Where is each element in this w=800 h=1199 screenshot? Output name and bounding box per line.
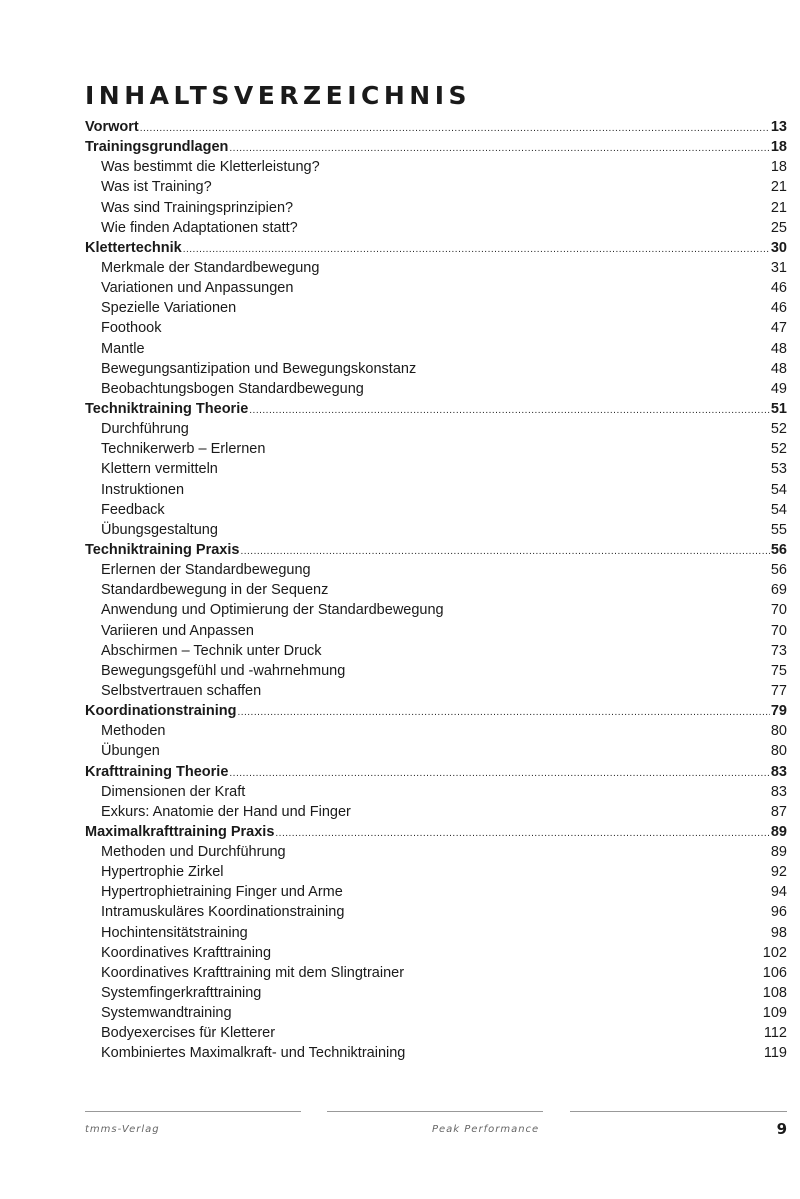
entry-page-number: 70 xyxy=(770,602,787,619)
entry-label: Koordinatives Krafttraining mit dem Slingtrainer xyxy=(101,964,405,981)
entry-page-number: 69 xyxy=(770,582,787,599)
toc-section-entry xyxy=(85,802,787,822)
entry-label: Feedback xyxy=(101,501,165,518)
entry-label: Bodyexercises für Kletterer xyxy=(101,1025,276,1042)
toc-chapter-entry xyxy=(85,822,787,842)
entry-page-number: 53 xyxy=(770,461,787,478)
toc-section-entry xyxy=(85,379,787,399)
entry-label: Selbstvertrauen schaffen xyxy=(101,682,262,699)
entry-page-number: 108 xyxy=(762,985,787,1002)
toc-chapter-entry xyxy=(85,701,787,721)
toc-section-entry xyxy=(85,298,787,318)
toc-chapter-entry xyxy=(85,762,787,782)
entry-page-number: 83 xyxy=(770,763,787,780)
entry-label: Maximalkrafttraining Praxis xyxy=(85,823,275,840)
entry-page-number: 70 xyxy=(770,622,787,639)
entry-page-number: 48 xyxy=(770,340,787,357)
toc-section-entry xyxy=(85,681,787,701)
entry-page-number: 25 xyxy=(770,219,787,236)
entry-label: Systemwandtraining xyxy=(101,1005,232,1022)
entry-label: Krafttraining Theorie xyxy=(85,763,229,780)
footer-divider xyxy=(570,1111,787,1112)
entry-page-number: 119 xyxy=(763,1045,787,1062)
entry-page-number: 75 xyxy=(770,662,787,679)
entry-page-number: 92 xyxy=(770,864,787,881)
entry-page-number: 89 xyxy=(770,823,787,840)
table-of-contents xyxy=(85,117,787,1064)
entry-label: Variieren und Anpassen xyxy=(101,622,254,639)
entry-label: Übungsgestaltung xyxy=(101,521,218,538)
entry-label: Techniktraining Theorie xyxy=(85,400,249,417)
entry-page-number: 52 xyxy=(770,421,787,438)
entry-label: Abschirmen – Technik unter Druck xyxy=(101,642,322,659)
entry-label: Trainingsgrundlagen xyxy=(85,139,229,156)
dot-leader xyxy=(275,824,769,844)
dot-leader xyxy=(140,119,770,139)
toc-section-entry xyxy=(85,902,787,922)
footer-divider xyxy=(85,1111,301,1112)
toc-section-entry xyxy=(85,560,787,580)
entry-label: Klettern vermitteln xyxy=(101,461,218,478)
entry-label: Methoden xyxy=(101,723,166,740)
toc-section-entry xyxy=(85,661,787,681)
entry-page-number: 54 xyxy=(770,481,787,498)
toc-section-entry xyxy=(85,621,787,641)
entry-label: Vorwort xyxy=(85,119,139,135)
toc-section-entry xyxy=(85,842,787,862)
entry-page-number: 48 xyxy=(770,360,787,377)
entry-label: Bewegungsgefühl und -wahrnehmung xyxy=(101,662,346,679)
entry-page-number: 83 xyxy=(770,783,787,800)
entry-label: Kombiniertes Maximalkraft- und Techniktraining xyxy=(101,1045,406,1062)
dot-leader xyxy=(240,542,769,562)
entry-label: Techniktraining Praxis xyxy=(85,541,240,558)
entry-label: Durchführung xyxy=(101,421,189,438)
toc-section-entry xyxy=(85,157,787,177)
dot-leader xyxy=(249,401,770,421)
entry-label: Beobachtungsbogen Standardbewegung xyxy=(101,380,364,397)
footer-publisher: tmms-Verlag xyxy=(85,1124,160,1135)
entry-label: Merkmale der Standardbewegung xyxy=(101,259,320,276)
entry-page-number: 80 xyxy=(770,743,787,760)
toc-section-entry xyxy=(85,278,787,298)
entry-label: Wie finden Adaptationen statt? xyxy=(101,219,298,236)
entry-page-number: 56 xyxy=(770,562,787,579)
entry-label: Koordinationstraining xyxy=(85,703,237,720)
toc-section-entry xyxy=(85,882,787,902)
entry-page-number: 21 xyxy=(770,199,787,216)
entry-page-number: 52 xyxy=(770,441,787,458)
entry-label: Was sind Trainingsprinzipien? xyxy=(101,199,294,216)
toc-section-entry xyxy=(85,963,787,983)
entry-label: Übungen xyxy=(101,743,160,760)
toc-chapter-entry xyxy=(85,399,787,419)
entry-page-number: 13 xyxy=(770,119,787,135)
entry-label: Was ist Training? xyxy=(101,179,212,196)
entry-page-number: 80 xyxy=(770,723,787,740)
entry-page-number: 109 xyxy=(762,1005,787,1022)
toc-section-entry xyxy=(85,419,787,439)
entry-page-number: 89 xyxy=(770,844,787,861)
page-title: INHALTSVERZEICHNIS xyxy=(85,81,472,110)
toc-section-entry xyxy=(85,439,787,459)
entry-label: Spezielle Variationen xyxy=(101,300,237,317)
toc-section-entry xyxy=(85,782,787,802)
toc-section-entry xyxy=(85,983,787,1003)
toc-section-entry xyxy=(85,500,787,520)
entry-page-number: 47 xyxy=(770,320,787,337)
toc-section-entry xyxy=(85,318,787,338)
toc-section-entry xyxy=(85,600,787,620)
entry-page-number: 102 xyxy=(762,944,787,961)
dot-leader xyxy=(229,139,769,159)
toc-chapter-entry xyxy=(85,540,787,560)
entry-page-number: 73 xyxy=(770,642,787,659)
entry-label: Exkurs: Anatomie der Hand und Finger xyxy=(101,803,351,820)
entry-label: Hochintensitätstraining xyxy=(101,924,248,941)
entry-label: Koordinatives Krafttraining xyxy=(101,944,272,961)
entry-label: Was bestimmt die Kletterleistung? xyxy=(101,159,320,176)
toc-section-entry xyxy=(85,641,787,661)
entry-label: Methoden und Durchführung xyxy=(101,844,286,861)
entry-page-number: 46 xyxy=(770,300,787,317)
entry-page-number: 94 xyxy=(770,884,787,901)
toc-section-entry xyxy=(85,459,787,479)
entry-page-number: 18 xyxy=(770,159,787,176)
toc-section-entry xyxy=(85,520,787,540)
entry-label: Hypertrophie Zirkel xyxy=(101,864,224,881)
dot-leader xyxy=(183,240,770,260)
toc-section-entry xyxy=(85,1003,787,1023)
toc-chapter-entry xyxy=(85,238,787,258)
entry-page-number: 112 xyxy=(763,1025,787,1042)
entry-page-number: 46 xyxy=(770,280,787,297)
entry-page-number: 51 xyxy=(770,400,787,417)
entry-label: Standardbewegung in der Sequenz xyxy=(101,582,329,599)
entry-label: Klettertechnik xyxy=(85,239,182,256)
entry-label: Variationen und Anpassungen xyxy=(101,280,294,297)
toc-section-entry xyxy=(85,339,787,359)
entry-label: Dimensionen der Kraft xyxy=(101,783,246,800)
entry-page-number: 79 xyxy=(770,703,787,720)
toc-section-entry xyxy=(85,943,787,963)
entry-page-number: 49 xyxy=(770,380,787,397)
entry-page-number: 56 xyxy=(770,541,787,558)
entry-label: Erlernen der Standardbewegung xyxy=(101,562,311,579)
entry-page-number: 96 xyxy=(770,904,787,921)
entry-label: Technikerwerb – Erlernen xyxy=(101,441,266,458)
toc-chapter-entry xyxy=(85,117,787,137)
toc-section-entry xyxy=(85,258,787,278)
entry-label: Mantle xyxy=(101,340,145,357)
toc-section-entry xyxy=(85,1023,787,1043)
dot-leader xyxy=(237,703,769,723)
toc-section-entry xyxy=(85,923,787,943)
entry-page-number: 21 xyxy=(770,179,787,196)
toc-section-entry xyxy=(85,177,787,197)
footer-book-title: Peak Performance xyxy=(432,1124,540,1135)
entry-page-number: 31 xyxy=(770,259,787,276)
entry-page-number: 98 xyxy=(770,924,787,941)
entry-page-number: 54 xyxy=(770,501,787,518)
entry-page-number: 55 xyxy=(770,521,787,538)
entry-label: Systemfingerkrafttraining xyxy=(101,985,262,1002)
entry-label: Instruktionen xyxy=(101,481,185,498)
toc-section-entry xyxy=(85,1043,787,1063)
entry-label: Anwendung und Optimierung der Standardbewegung xyxy=(101,602,444,619)
toc-section-entry xyxy=(85,741,787,761)
entry-page-number: 106 xyxy=(762,964,787,981)
entry-page-number: 77 xyxy=(770,682,787,699)
page-number: 9 xyxy=(776,1120,787,1138)
toc-section-entry xyxy=(85,359,787,379)
entry-page-number: 30 xyxy=(770,239,787,256)
entry-page-number: 87 xyxy=(770,803,787,820)
toc-section-entry xyxy=(85,721,787,741)
entry-label: Foothook xyxy=(101,320,162,337)
entry-label: Bewegungsantizipation und Bewegungskonstanz xyxy=(101,360,417,377)
entry-label: Hypertrophietraining Finger und Arme xyxy=(101,884,343,901)
dot-leader xyxy=(229,764,769,784)
toc-section-entry xyxy=(85,580,787,600)
toc-section-entry xyxy=(85,480,787,500)
entry-page-number: 18 xyxy=(770,139,787,156)
footer-divider xyxy=(327,1111,543,1112)
toc-section-entry xyxy=(85,218,787,238)
toc-chapter-entry xyxy=(85,137,787,157)
entry-label: Intramuskuläres Koordinationstraining xyxy=(101,904,345,921)
toc-section-entry xyxy=(85,862,787,882)
toc-section-entry xyxy=(85,198,787,218)
